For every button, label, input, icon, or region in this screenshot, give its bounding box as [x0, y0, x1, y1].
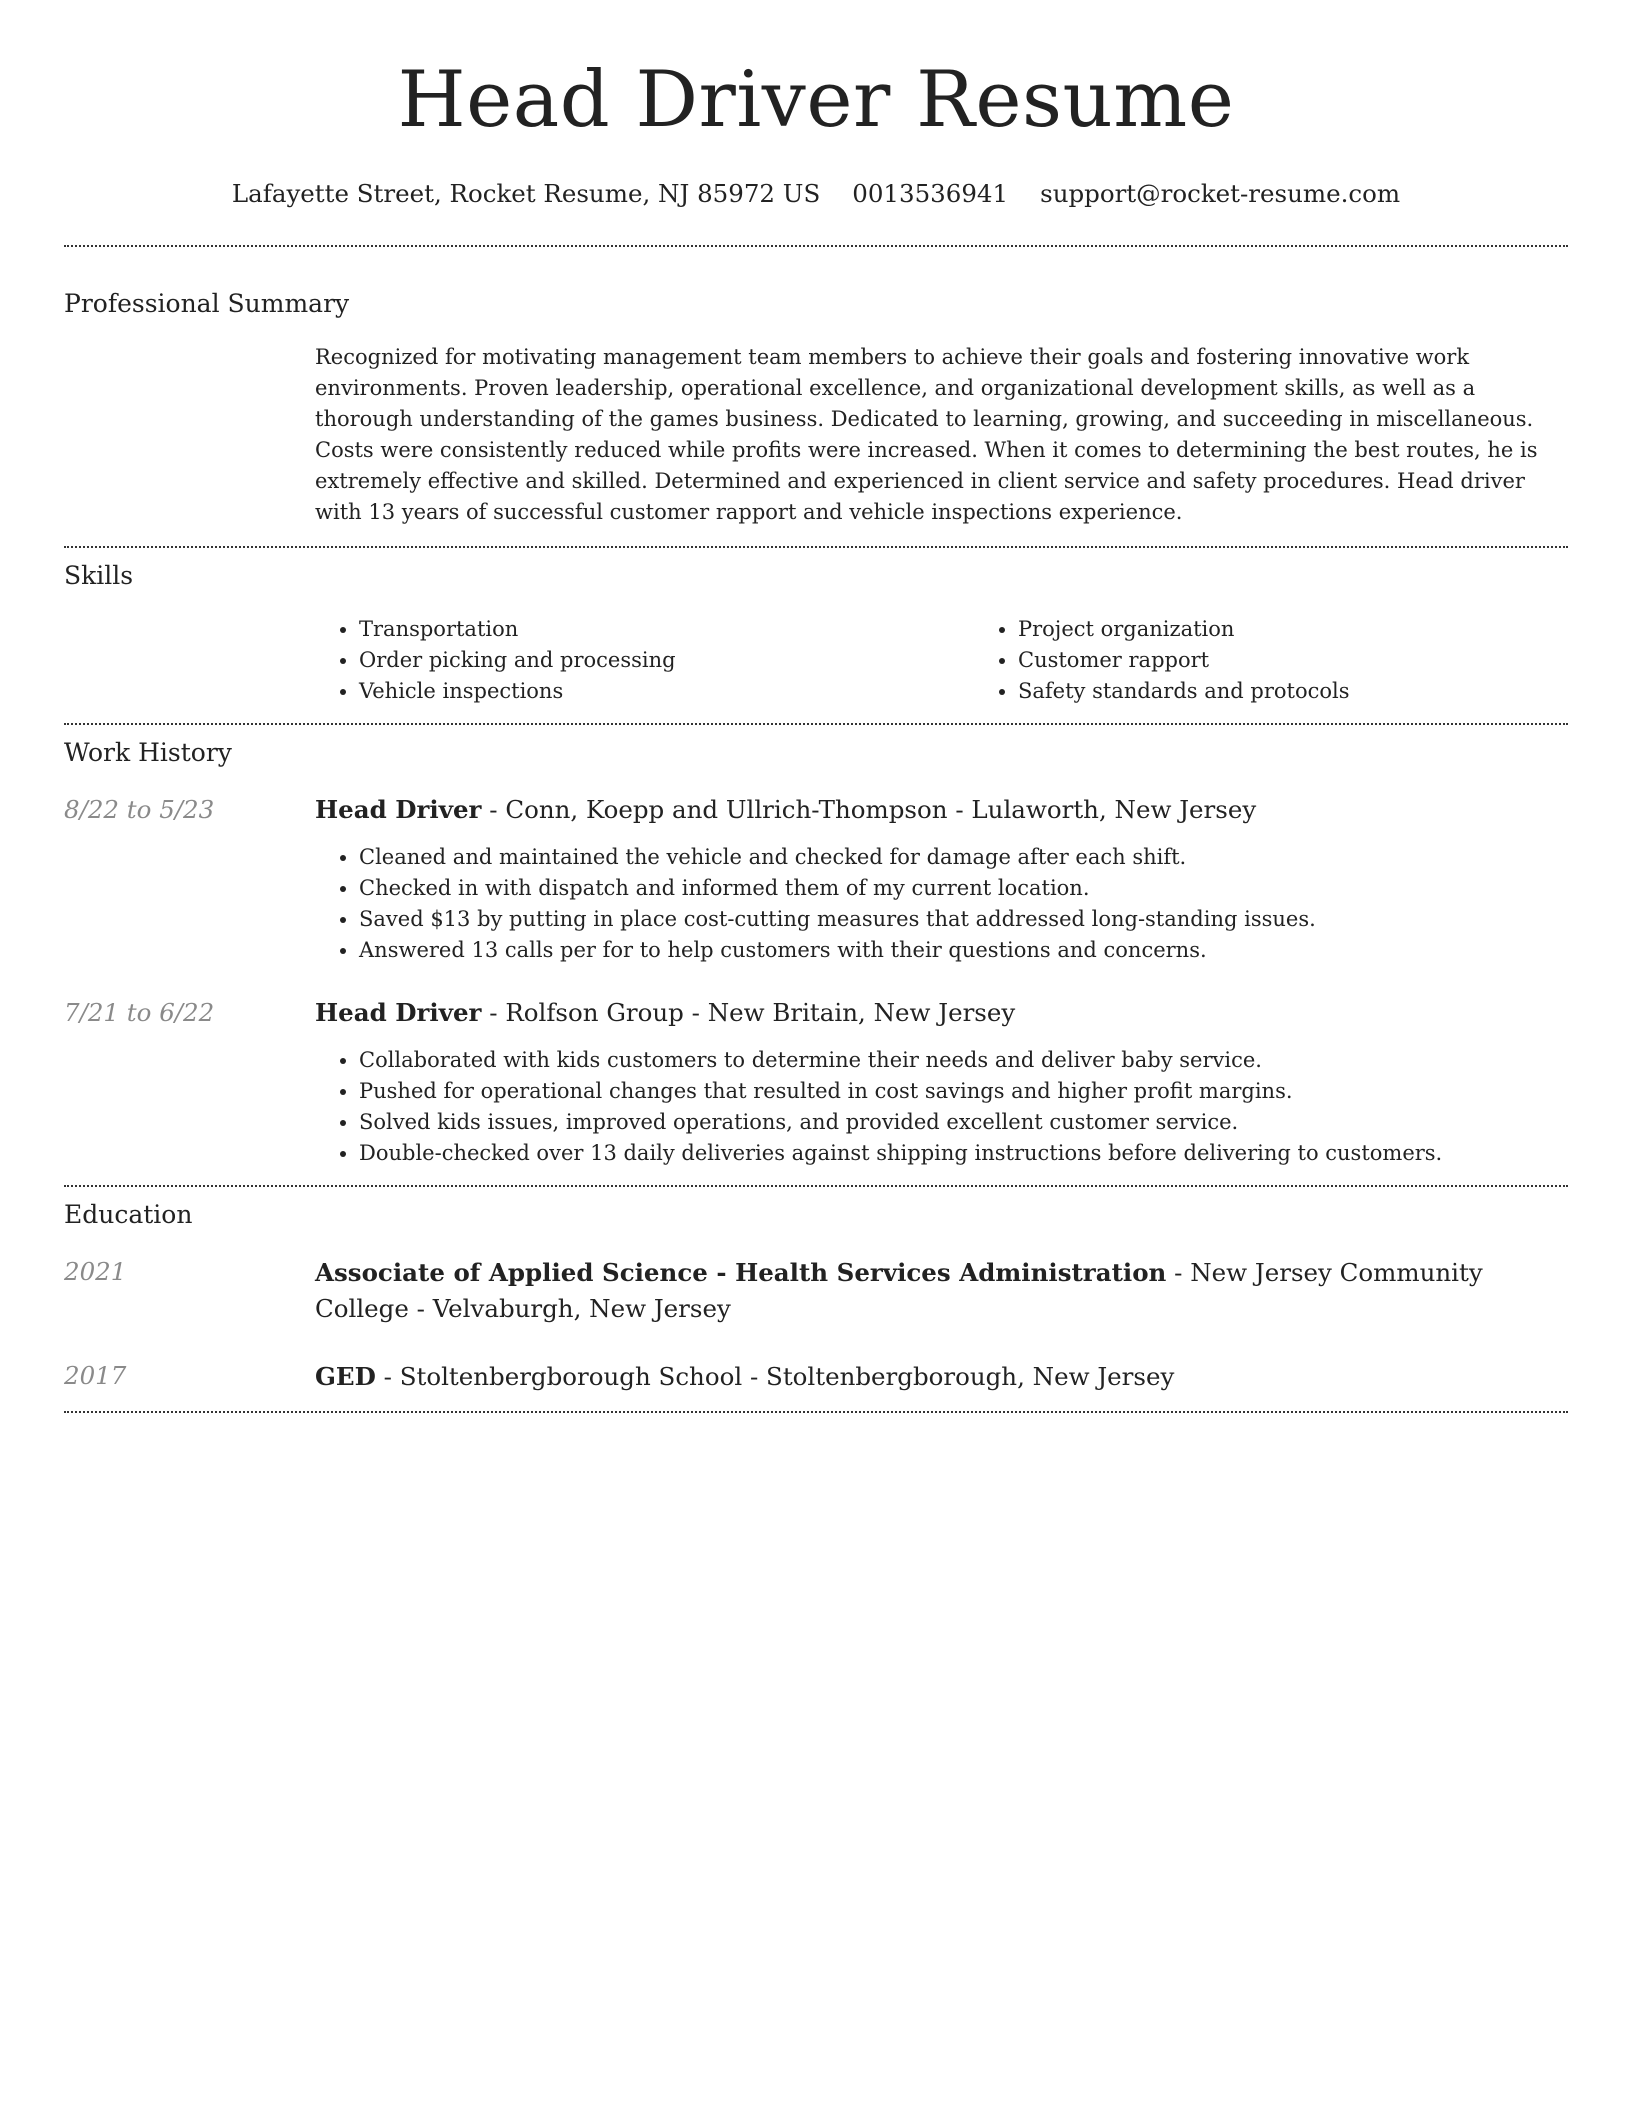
- job-heading: [315, 996, 1568, 1030]
- job-dates: 7/21 to 6/22: [64, 998, 215, 1027]
- job-role: Head Driver: [315, 998, 482, 1027]
- education-heading: [315, 1255, 1568, 1327]
- skill-item: • Customer rapport: [1018, 645, 1632, 676]
- job-location: New Britain, New Jersey: [707, 998, 1016, 1027]
- education-location: Velvaburgh, New Jersey: [432, 1294, 731, 1323]
- contact-email: support@rocket-resume.com: [1040, 179, 1401, 208]
- resume-title: Head Driver Resume: [397, 55, 1235, 145]
- education-degree: Associate of Applied Science - Health Services Administration: [315, 1258, 1167, 1287]
- education-entry: [64, 1255, 1568, 1327]
- separator: -: [1166, 1258, 1191, 1287]
- skills-column-left: [315, 614, 974, 707]
- contact-phone: 0013536941: [852, 179, 1009, 208]
- education-year: 2017: [64, 1361, 127, 1390]
- resume-page: [64, 0, 1568, 1413]
- job-heading: [315, 793, 1568, 827]
- skill-item: • Safety standards and protocols: [1018, 676, 1632, 707]
- education-location: Stoltenbergborough, New Jersey: [766, 1362, 1175, 1391]
- education-entry: [64, 1359, 1568, 1395]
- section-heading-skills: Skills: [64, 561, 134, 590]
- section-heading-summary: Professional Summary: [64, 289, 350, 318]
- job-bullets: [315, 842, 1568, 966]
- skills-column-right: [974, 614, 1632, 707]
- skill-item: • Vehicle inspections: [359, 676, 974, 707]
- separator: -: [375, 1362, 400, 1391]
- education-heading: [315, 1359, 1568, 1395]
- skill-item: • Project organization: [1018, 614, 1632, 645]
- section-heading-work-history: Work History: [64, 738, 232, 767]
- separator: -: [683, 998, 708, 1027]
- job-bullet: • Solved kids issues, improved operations, and provided excellent customer service.: [359, 1107, 1568, 1138]
- job-bullet: • Collaborated with kids customers to determine their needs and deliver baby service.: [359, 1045, 1568, 1076]
- job-bullet: • Checked in with dispatch and informed them of my current location.: [359, 873, 1568, 904]
- job-bullet: • Double-checked over 13 daily deliveries against shipping instructions before delivering to customers.: [359, 1138, 1568, 1169]
- contact-line: [64, 178, 1568, 210]
- separator: -: [742, 1362, 767, 1391]
- skill-item: • Transportation: [359, 614, 974, 645]
- education-school: Stoltenbergborough School: [399, 1362, 743, 1391]
- section-heading-education: Education: [64, 1200, 193, 1229]
- job-location: Lulaworth, New Jersey: [971, 795, 1257, 824]
- education-year: 2021: [64, 1257, 127, 1286]
- job-entry: [64, 996, 1568, 1169]
- skills-list: [315, 614, 1632, 707]
- job-dates: 8/22 to 5/23: [64, 795, 215, 824]
- separator: -: [481, 795, 506, 824]
- job-company: Conn, Koepp and Ullrich-Thompson: [505, 795, 948, 824]
- job-entry: [64, 793, 1568, 966]
- divider: [64, 1411, 1568, 1413]
- skill-item: • Order picking and processing: [359, 645, 974, 676]
- separator: -: [481, 998, 506, 1027]
- job-role: Head Driver: [315, 795, 482, 824]
- job-bullets: [315, 1045, 1568, 1169]
- job-bullet: • Saved $13 by putting in place cost-cutting measures that addressed long-standing issues.: [359, 904, 1568, 935]
- job-bullet: • Pushed for operational changes that resulted in cost savings and higher profit margins.: [359, 1076, 1568, 1107]
- education-school: New Jersey Community College: [315, 1258, 1483, 1323]
- education-degree: GED: [315, 1362, 376, 1391]
- job-bullet: • Answered 13 calls per for to help customers with their questions and concerns.: [359, 935, 1568, 966]
- job-company: Rolfson Group: [505, 998, 684, 1027]
- separator: -: [408, 1294, 433, 1323]
- skills-row: [64, 614, 1568, 707]
- contact-address: Lafayette Street, Rocket Resume, NJ 85972 US: [231, 179, 821, 208]
- job-bullet: • Cleaned and maintained the vehicle and checked for damage after each shift.: [359, 842, 1568, 873]
- summary-text: Recognized for motivating management team members to achieve their goals and fostering innovative work environments. Proven leadership, operational excellence, and organizational development skills, as well as a thorough understanding of the games business. Dedicated to learning, growing, and succeeding in miscellaneous. Costs were consistently reduced while profits were increased. When it comes to determining the best routes, he is extremely effective and skilled. Determined and experienced in client service and safety procedures. Head driver with 13 years of successful customer rapport and vehicle inspections experience.: [315, 345, 1538, 524]
- separator: -: [947, 795, 972, 824]
- summary-row: [64, 342, 1568, 528]
